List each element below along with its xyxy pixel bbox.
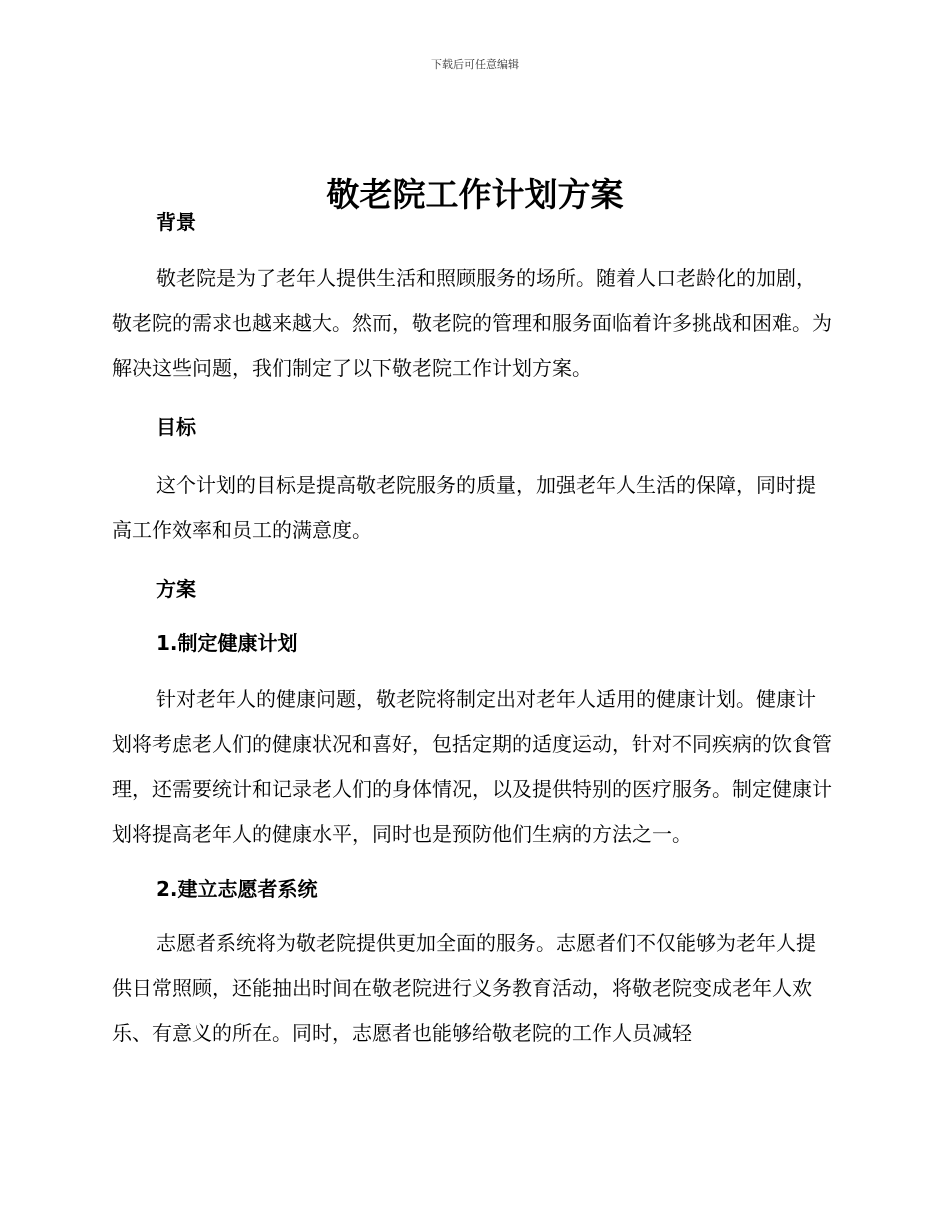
section-heading-plan: 方案 (156, 577, 196, 601)
subsection-paragraph-volunteer-system: 志愿者系统将为敬老院提供更加全面的服务。志愿者们不仅能够为老年人提供日常照顾，还能抽出时间在敬老院进行义务教育活动，将敬老院变成老年人欢乐、有意义的所在。同时，志愿者也能够给敬老院的工作人员减轻 (112, 931, 816, 1045)
subsection-heading-health-plan: 1.制定健康计划 (156, 631, 298, 655)
document-title: 敬老院工作计划方案 (326, 175, 624, 215)
page-header-note: 下载后可任意编辑 (431, 58, 519, 71)
section-paragraph-background: 敬老院是为了老年人提供生活和照顾服务的场所。随着人口老龄化的加剧，敬老院的需求也越来越大。然而，敬老院的管理和服务面临着许多挑战和困难。为解决这些问题，我们制定了以下敬老院工作计划方案。 (112, 266, 832, 380)
section-heading-background: 背景 (156, 210, 196, 234)
section-paragraph-goal: 这个计划的目标是提高敬老院服务的质量，加强老年人生活的保障，同时提高工作效率和员工的满意度。 (112, 473, 816, 542)
document-body (112, 200, 832, 1056)
section-heading-goal: 目标 (156, 415, 196, 439)
subsection-heading-volunteer-system: 2.建立志愿者系统 (156, 877, 318, 901)
subsection-paragraph-health-plan: 针对老年人的健康问题，敬老院将制定出对老年人适用的健康计划。健康计划将考虑老人们的健康状况和喜好，包括定期的适度运动，针对不同疾病的饮食管理，还需要统计和记录老人们的身体情况，以及提供特别的医疗服务。制定健康计划将提高老年人的健康水平，同时也是预防他们生病的方法之一。 (112, 687, 832, 846)
